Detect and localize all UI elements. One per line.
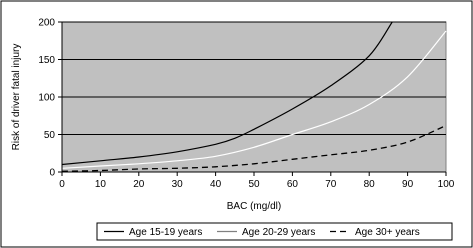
y-tick-label: 200	[38, 17, 55, 29]
x-tick-label: 60	[286, 179, 298, 190]
y-tick-label: 0	[49, 167, 55, 179]
legend-label: Age 15-19 years	[129, 227, 203, 238]
legend-label: Age 20-29 years	[242, 227, 316, 238]
x-tick-label: 50	[248, 179, 260, 190]
x-tick-label: 0	[59, 179, 65, 190]
x-tick-label: 80	[363, 179, 375, 190]
y-axis-title: Risk of driver fatal injury	[11, 43, 22, 151]
y-tick-label: 100	[38, 92, 55, 104]
x-tick-label: 100	[437, 179, 455, 190]
x-tick-label: 70	[325, 179, 337, 190]
x-tick-label: 40	[210, 179, 222, 190]
x-tick-label: 10	[94, 179, 106, 190]
legend-label: Age 30+ years	[355, 227, 420, 238]
legend-items	[104, 227, 420, 238]
x-tick-label: 90	[402, 179, 414, 190]
y-tick-label: 150	[38, 55, 55, 66]
x-axis-title: BAC (mg/dl)	[226, 201, 282, 212]
y-tick-label: 50	[43, 130, 55, 141]
x-tick-label: 30	[171, 179, 183, 190]
x-tick-label: 20	[133, 179, 145, 190]
